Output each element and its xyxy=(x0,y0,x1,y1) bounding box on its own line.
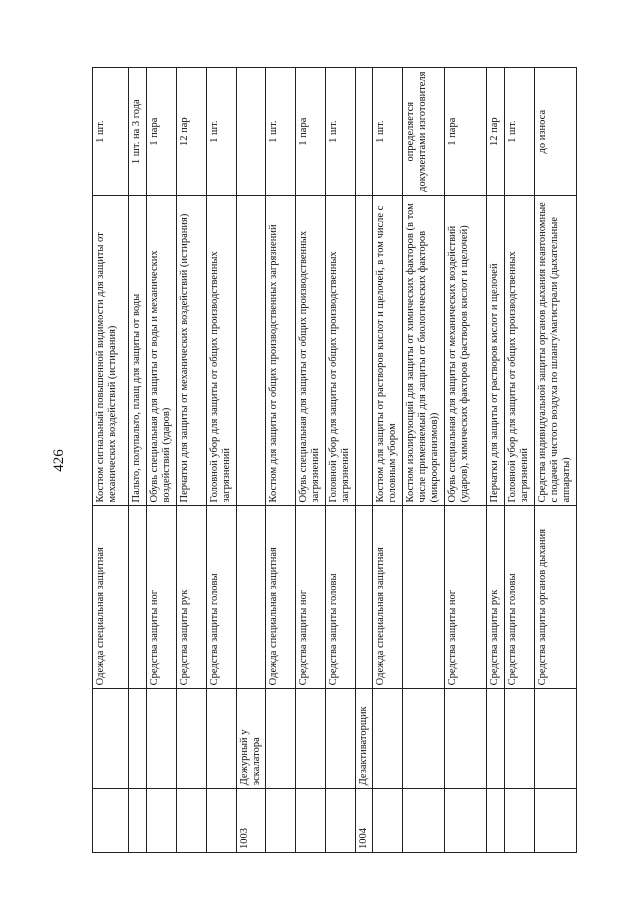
item-cell: Средства индивидуальной защиты органов дыхания неавтономные с подачей чистого воздуха по шлангу/магистрали (дыхательные аппараты) xyxy=(535,196,577,506)
category-cell: Средства защиты головы xyxy=(326,506,356,689)
row-number-cell: 1004 xyxy=(356,789,373,853)
row-number-cell xyxy=(129,789,147,853)
profession-cell xyxy=(207,689,237,789)
profession-cell xyxy=(403,689,445,789)
item-cell: Головной убор для защиты от общих производственных загрязнений xyxy=(505,196,535,506)
category-cell: Средства защиты ног xyxy=(296,506,326,689)
profession-cell xyxy=(326,689,356,789)
profession-cell xyxy=(373,689,403,789)
table-row xyxy=(147,68,177,853)
table-row xyxy=(373,68,403,853)
item-cell: Костюм для защиты от общих производственных загрязнений xyxy=(266,196,296,506)
table-row xyxy=(237,68,266,853)
category-cell xyxy=(356,506,373,689)
norm-cell: до износа xyxy=(535,68,577,196)
item-cell: Костюм изолирующий для защиты от химических факторов (в том числе применяемый для защиты от биологических факторов (микроорганизмов)) xyxy=(403,196,445,506)
table-row xyxy=(177,68,207,853)
norm-cell: 1 пара xyxy=(445,68,487,196)
norm-cell: 1 пара xyxy=(147,68,177,196)
row-number-cell xyxy=(403,789,445,853)
table-row xyxy=(535,68,577,853)
norm-cell xyxy=(356,68,373,196)
row-number-cell xyxy=(266,789,296,853)
profession-cell xyxy=(535,689,577,789)
table-body xyxy=(93,68,577,853)
page-number: 426 xyxy=(50,449,67,472)
category-cell: Одежда специальная защитная xyxy=(266,506,296,689)
norm-cell: 1 шт. xyxy=(326,68,356,196)
profession-cell xyxy=(147,689,177,789)
row-number-cell xyxy=(535,789,577,853)
row-number-cell xyxy=(296,789,326,853)
table-row xyxy=(403,68,445,853)
item-cell xyxy=(356,196,373,506)
profession-cell: Дежурный у эскалатора xyxy=(237,689,266,789)
category-cell: Средства защиты рук xyxy=(177,506,207,689)
row-number-cell xyxy=(505,789,535,853)
category-cell: Средства защиты головы xyxy=(207,506,237,689)
norm-cell: 1 пара xyxy=(296,68,326,196)
norm-cell: 12 пар xyxy=(487,68,505,196)
table-row xyxy=(129,68,147,853)
profession-cell xyxy=(266,689,296,789)
row-number-cell: 1003 xyxy=(237,789,266,853)
row-number-cell xyxy=(373,789,403,853)
item-cell: Головной убор для защиты от общих производственных загрязнений xyxy=(207,196,237,506)
category-cell: Одежда специальная защитная xyxy=(93,506,129,689)
profession-cell xyxy=(445,689,487,789)
table-row xyxy=(356,68,373,853)
item-cell: Костюм для защиты от растворов кислот и щелочей, в том числе с головным убором xyxy=(373,196,403,506)
table-row xyxy=(326,68,356,853)
item-cell: Перчатки для защиты от растворов кислот и щелочей xyxy=(487,196,505,506)
table-row xyxy=(445,68,487,853)
row-number-cell xyxy=(326,789,356,853)
table-row xyxy=(93,68,129,853)
norm-cell: 12 пар xyxy=(177,68,207,196)
item-cell: Костюм сигнальный повышенной видимости для защиты от механических воздействий (истирания) xyxy=(93,196,129,506)
rotated-table-container xyxy=(92,67,572,853)
category-cell: Средства защиты рук xyxy=(487,506,505,689)
profession-cell: Дезактиваторщик xyxy=(356,689,373,789)
row-number-cell xyxy=(147,789,177,853)
category-cell: Средства защиты головы xyxy=(505,506,535,689)
table-row xyxy=(487,68,505,853)
norm-cell: 1 шт. xyxy=(373,68,403,196)
row-number-cell xyxy=(207,789,237,853)
category-cell: Одежда специальная защитная xyxy=(373,506,403,689)
table-row xyxy=(505,68,535,853)
item-cell xyxy=(237,196,266,506)
norm-cell: 1 шт. на 3 года xyxy=(129,68,147,196)
item-cell: Обувь специальная для защиты от механических воздействий (ударов), химических факторов (растворов кислот и щелочей) xyxy=(445,196,487,506)
item-cell: Обувь специальная для защиты от общих производственных загрязнений xyxy=(296,196,326,506)
profession-cell xyxy=(177,689,207,789)
profession-cell xyxy=(505,689,535,789)
profession-cell xyxy=(487,689,505,789)
norm-cell: 1 шт. xyxy=(266,68,296,196)
profession-cell xyxy=(93,689,129,789)
table-row xyxy=(296,68,326,853)
norm-cell: 1 шт. xyxy=(207,68,237,196)
table-row xyxy=(207,68,237,853)
row-number-cell xyxy=(487,789,505,853)
row-number-cell xyxy=(177,789,207,853)
row-number-cell xyxy=(445,789,487,853)
category-cell xyxy=(237,506,266,689)
norm-cell: определяется документами изготовителя xyxy=(403,68,445,196)
profession-cell xyxy=(129,689,147,789)
category-cell: Средства защиты ног xyxy=(445,506,487,689)
category-cell: Средства защиты органов дыхания xyxy=(535,506,577,689)
norm-cell: 1 шт. xyxy=(93,68,129,196)
norm-cell xyxy=(237,68,266,196)
item-cell: Головной убор для защиты от общих производственных загрязнений xyxy=(326,196,356,506)
item-cell: Пальто, полупальто, плащ для защиты от воды xyxy=(129,196,147,506)
category-cell xyxy=(403,506,445,689)
item-cell: Обувь специальная для защиты от воды и механических воздействий (ударов) xyxy=(147,196,177,506)
category-cell xyxy=(129,506,147,689)
table-row xyxy=(266,68,296,853)
item-cell: Перчатки для защиты от механических воздействий (истирания) xyxy=(177,196,207,506)
profession-cell xyxy=(296,689,326,789)
ppe-norms-table xyxy=(92,67,577,853)
category-cell: Средства защиты ног xyxy=(147,506,177,689)
row-number-cell xyxy=(93,789,129,853)
norm-cell: 1 шт. xyxy=(505,68,535,196)
